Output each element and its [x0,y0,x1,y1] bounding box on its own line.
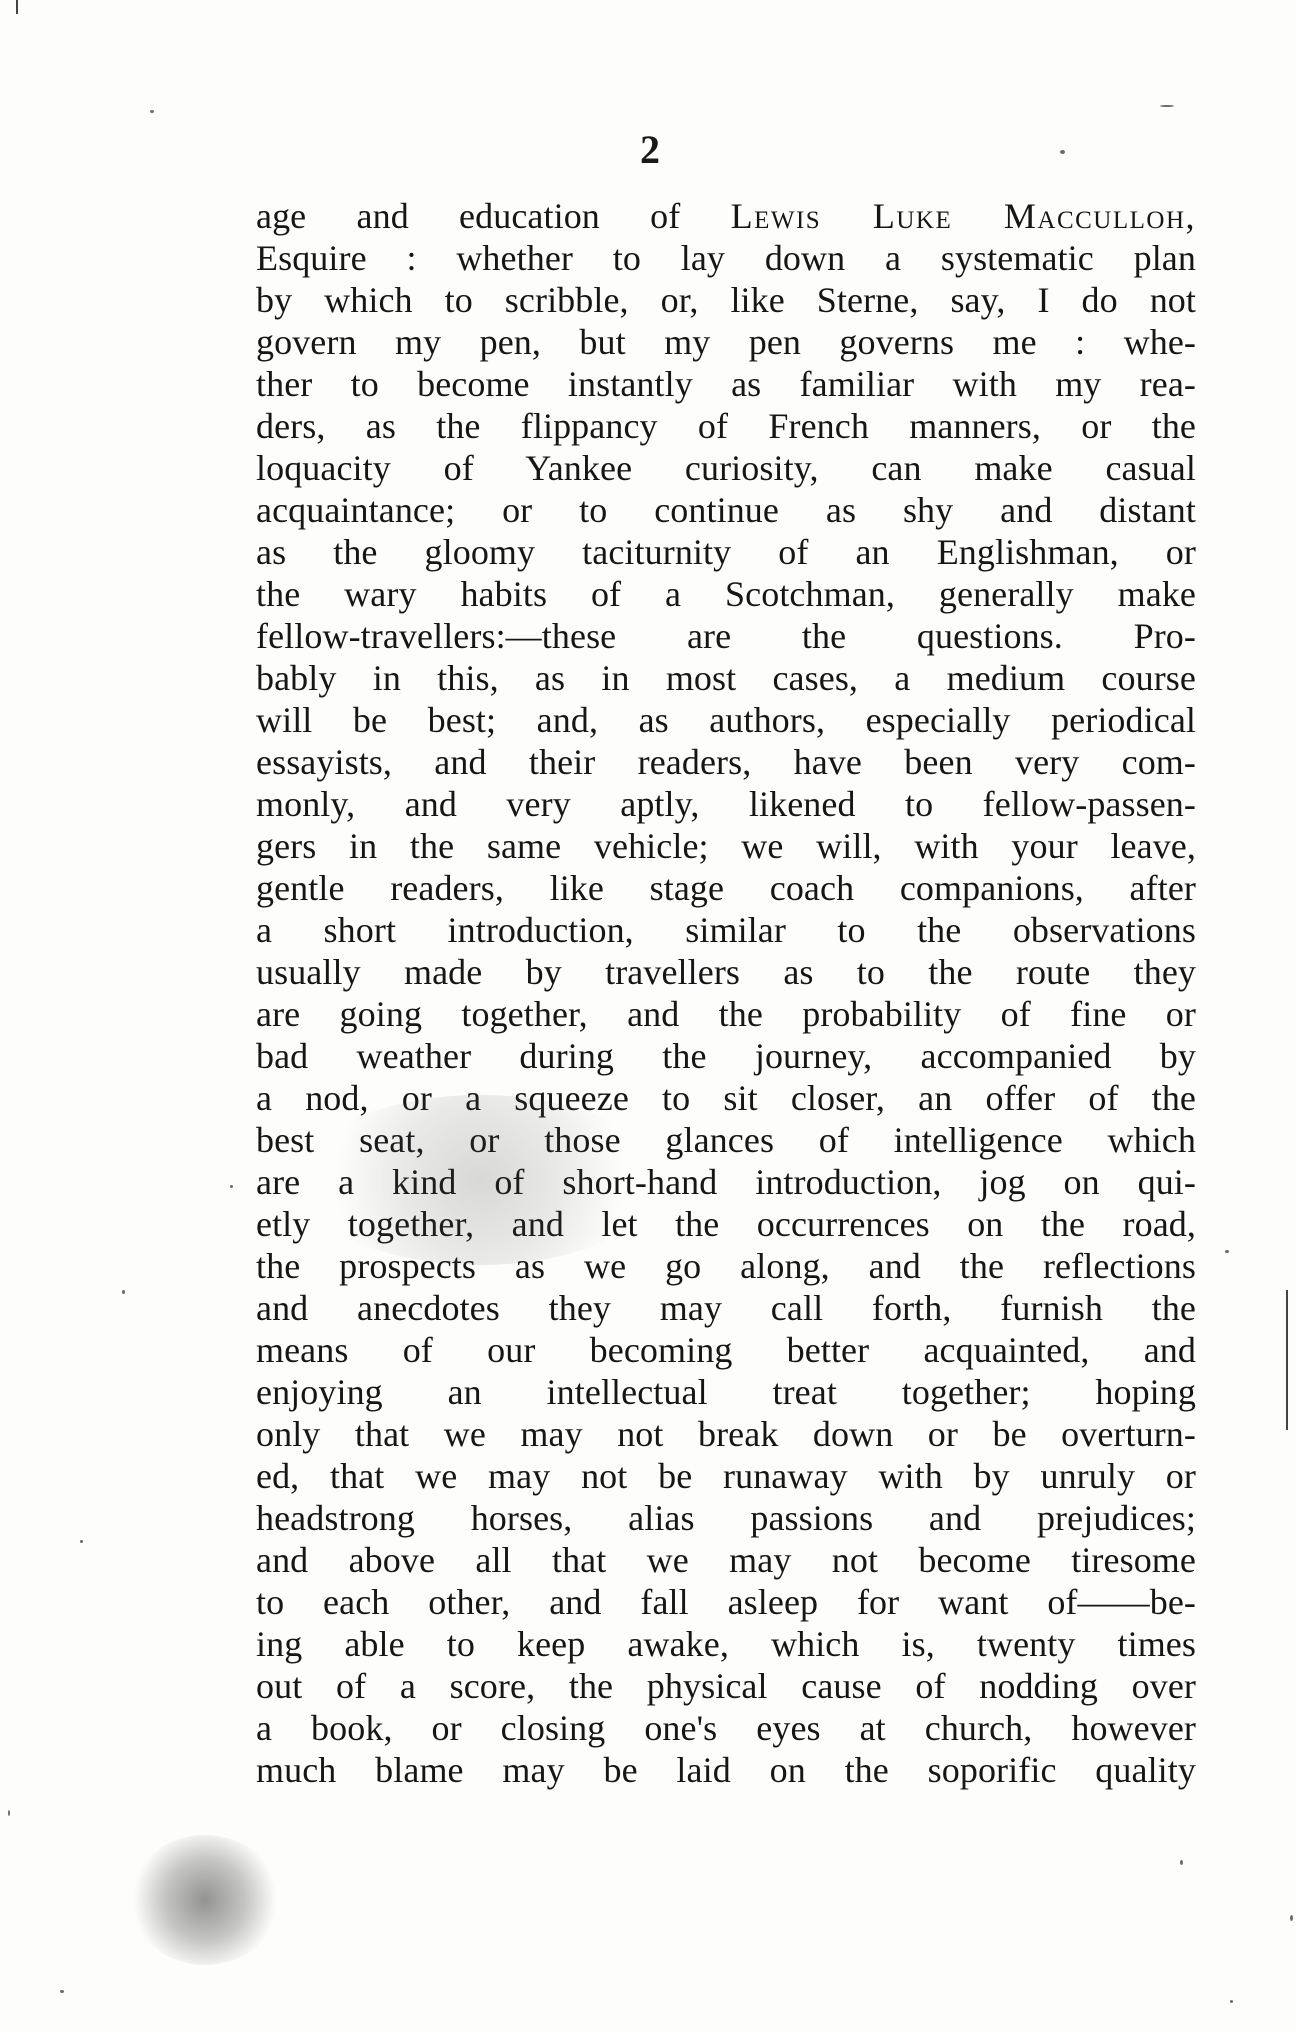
text-line-13: will be best; and, as authors, especially periodical [256,700,1196,740]
text-line-17: gentle readers, like stage coach companions, after [256,868,1196,908]
speck-8 [1230,2000,1233,2003]
text-line-12: bably in this, as in most cases, a medium course [256,658,1196,698]
speck-10 [1225,1250,1229,1253]
ink-smudge-bottom-left [130,1835,280,1965]
text-line-29: enjoying an intellectual treat together; hoping [256,1372,1196,1412]
text-line-36: out of a score, the physical cause of nodding over [256,1666,1196,1706]
text-line-35: ing able to keep awake, which is, twenty times [256,1624,1196,1664]
page-edge-mark-right [1286,1290,1288,1430]
text-line-31: ed, that we may not be runaway with by unruly or [256,1456,1196,1496]
text-line-38: much blame may be laid on the soporific quality [256,1750,1196,1790]
text-line-23: best seat, or those glances of intelligence which [256,1120,1196,1160]
page-edge-mark-top [16,0,18,14]
text-line-2: Esquire : whether to lay down a systematic plan [256,238,1196,278]
speck-7 [60,1990,64,1993]
body-text [256,195,1196,1791]
text-line-34: to each other, and fall asleep for want of——be- [256,1582,1196,1622]
text-line-8: acquaintance; or to continue as shy and distant [256,490,1196,530]
speck-9 [230,1185,233,1188]
line-1-lead: age and education of [256,196,731,236]
page-number: 2 [640,127,660,172]
text-line-16: gers in the same vehicle; we will, with your leave, [256,826,1196,866]
text-line-21: bad weather during the journey, accompanied by [256,1036,1196,1076]
text-line-25: etly together, and let the occurrences on the road, [256,1204,1196,1244]
text-line-24: are a kind of short-hand introduction, jog on qui- [256,1162,1196,1202]
speck-6 [1180,1860,1183,1865]
speck-2 [1160,105,1174,107]
ink-smudge-middle [300,1095,660,1265]
text-line-18: a short introduction, similar to the observations [256,910,1196,950]
text-line-4: govern my pen, but my pen governs me : whe- [256,322,1196,362]
speck-11 [8,1810,10,1816]
text-line-26: the prospects as we go along, and the reflections [256,1246,1196,1286]
text-line-10: the wary habits of a Scotchman, generally make [256,574,1196,614]
text-line-14: essayists, and their readers, have been very com- [256,742,1196,782]
text-line-5: ther to become instantly as familiar with my rea- [256,364,1196,404]
text-line-33: and above all that we may not become tiresome [256,1540,1196,1580]
author-name: Lewis Luke Macculloh, [730,196,1197,236]
text-line-6: ders, as the flippancy of French manners, or the [256,406,1196,446]
text-line-22: a nod, or a squeeze to sit closer, an offer of the [256,1078,1196,1118]
text-line-19: usually made by travellers as to the route they [256,952,1196,992]
text-line-3: by which to scribble, or, like Sterne, say, I do not [256,280,1196,320]
speck-12 [1290,1915,1293,1921]
text-line-28: means of our becoming better acquainted, and [256,1330,1196,1370]
text-line-9: as the gloomy taciturnity of an Englishman, or [256,532,1196,572]
speck-1 [150,110,154,113]
text-line-1 [256,195,1196,237]
text-line-20: are going together, and the probability of fine or [256,994,1196,1034]
speck-5 [80,1540,83,1543]
text-line-37: a book, or closing one's eyes at church, however [256,1708,1196,1748]
text-line-27: and anecdotes they may call forth, furnish the [256,1288,1196,1328]
speck-3 [1060,150,1065,154]
text-line-11: fellow-travellers:—these are the questions. Pro- [256,616,1196,656]
text-line-30: only that we may not break down or be overturn- [256,1414,1196,1454]
text-line-32: headstrong horses, alias passions and prejudices; [256,1498,1196,1538]
text-line-7: loquacity of Yankee curiosity, can make casual [256,448,1196,488]
speck-4 [122,1290,125,1294]
text-line-15: monly, and very aptly, likened to fellow-passen- [256,784,1196,824]
